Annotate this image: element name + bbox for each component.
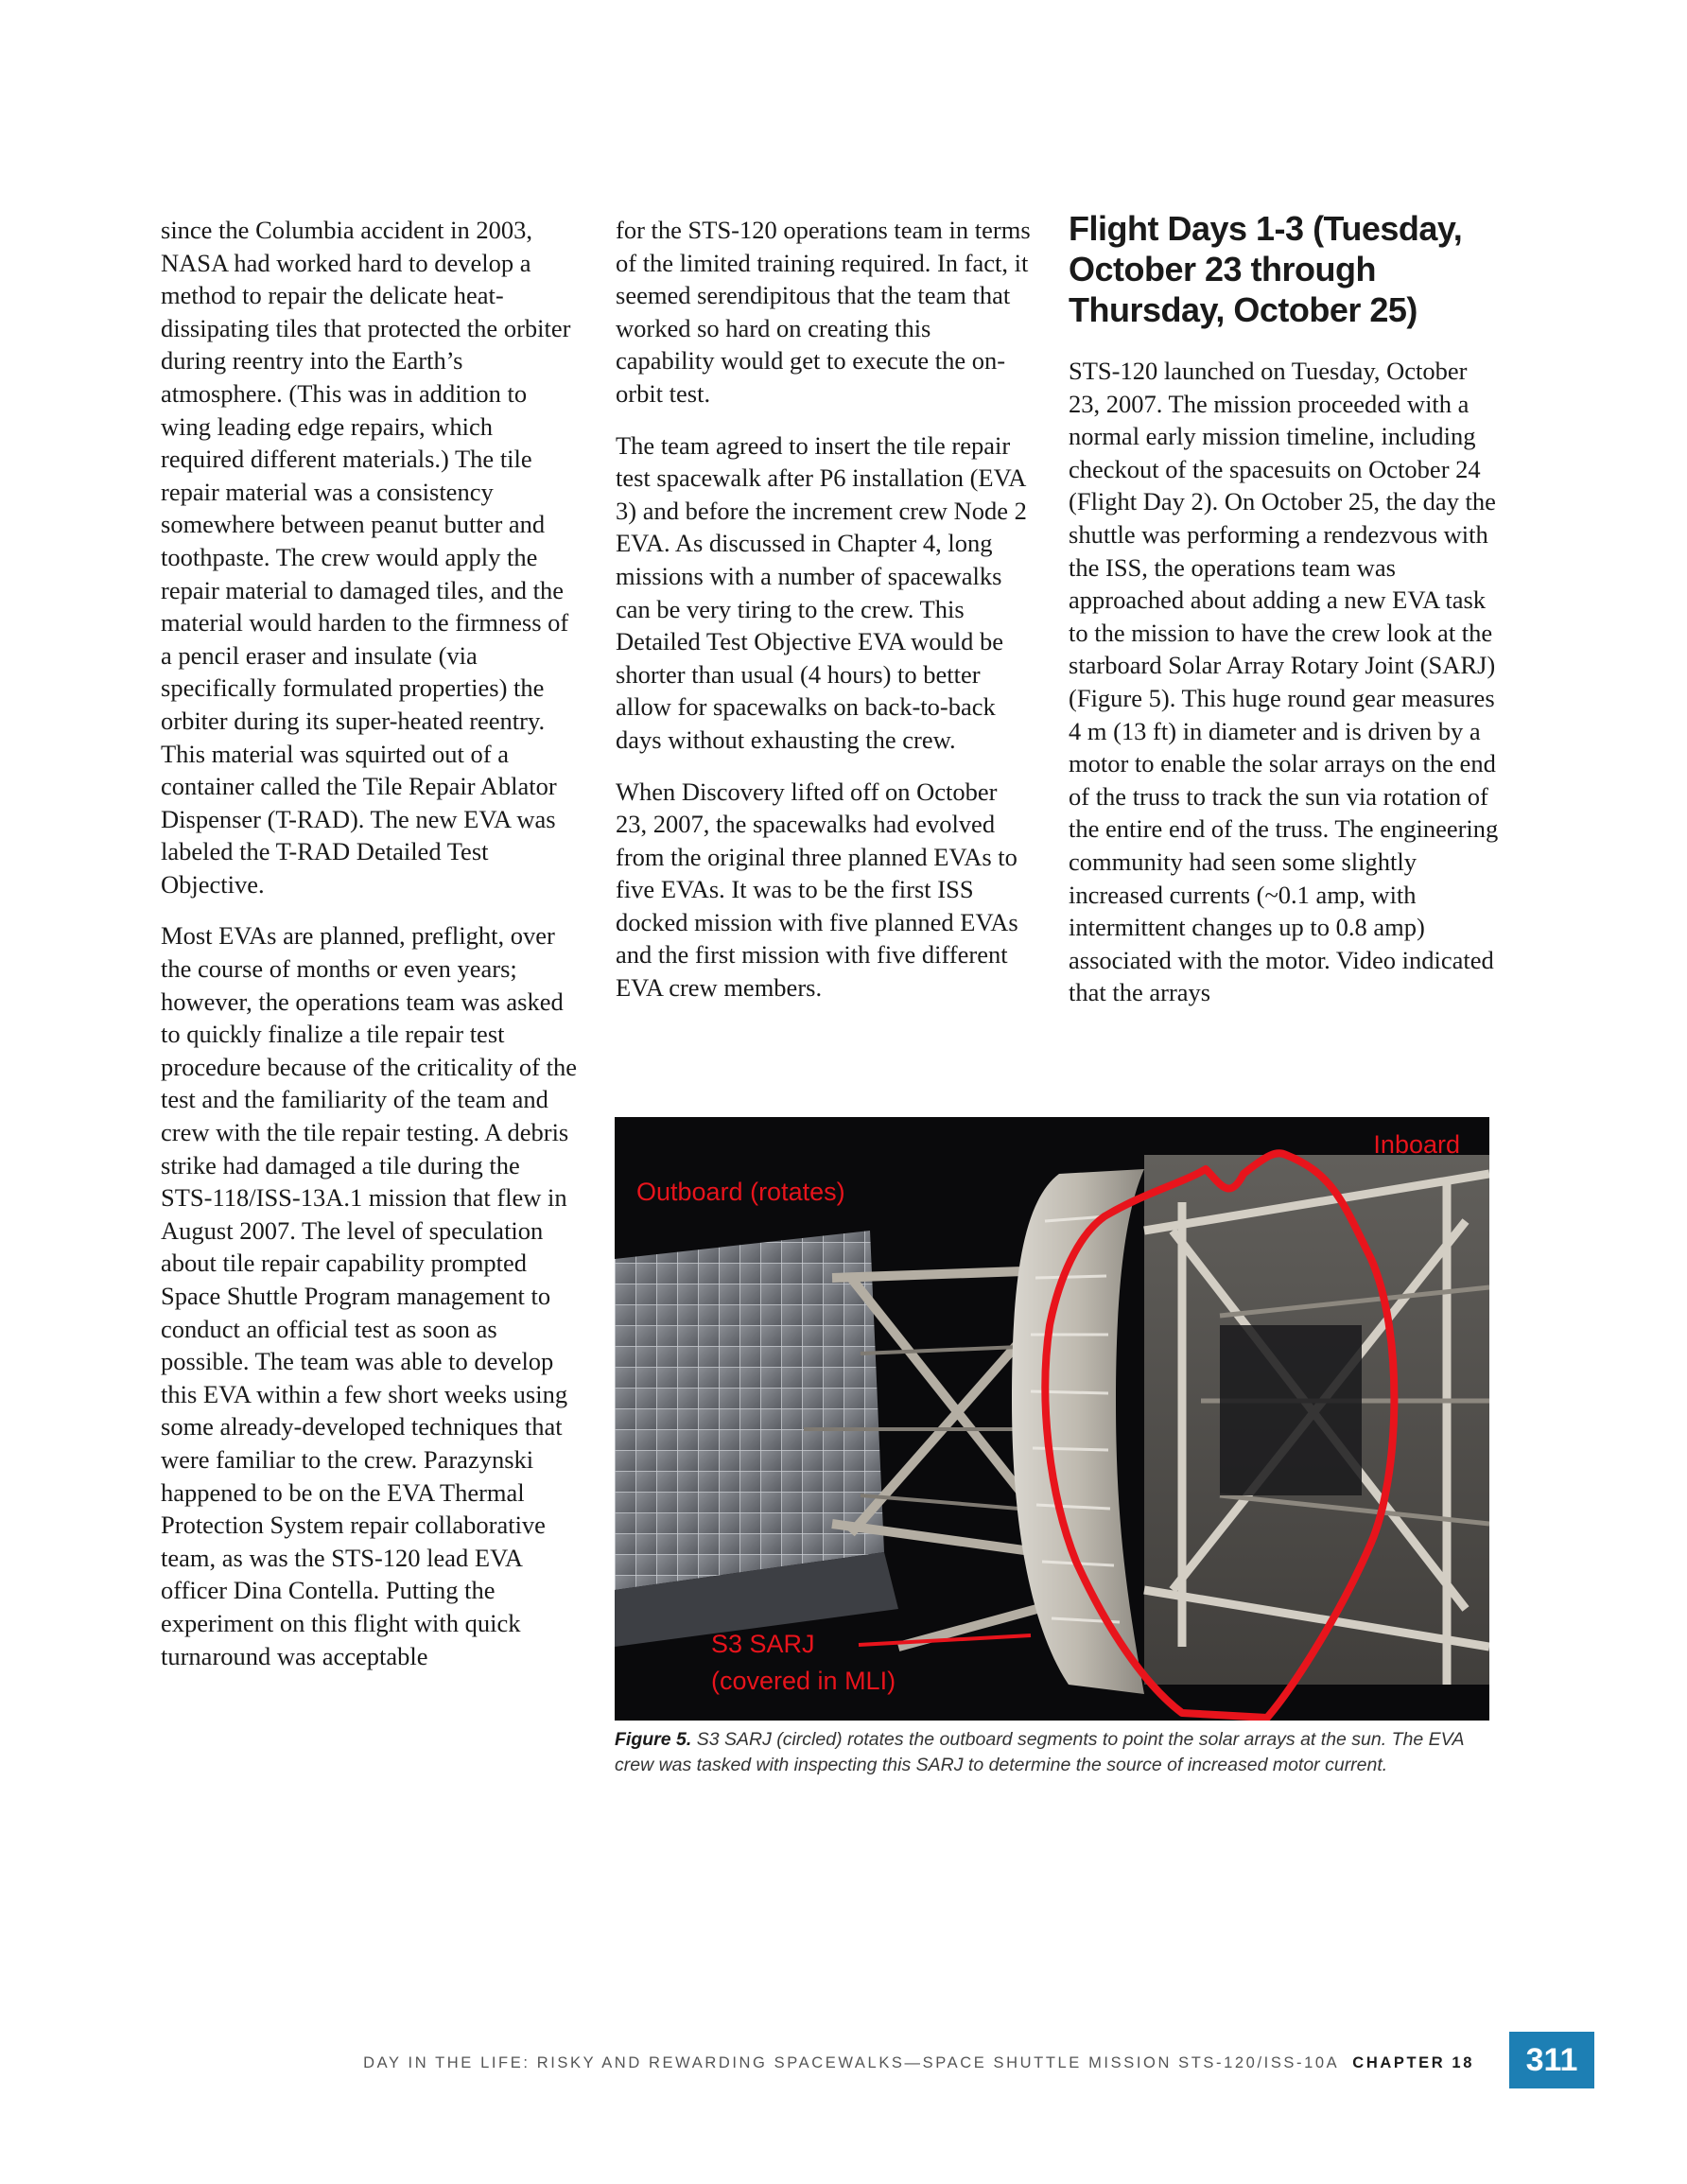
paragraph: STS-120 launched on Tuesday, October 23, 2007. The mission proceeded with a normal early mission timeline, including checkout of the spacesuits on October 24 (Flight Day 2). On October 25, the day the shuttle was performing a rendezvous with the ISS, the operations team was approached about adding a new EVA task to the mission to have the crew look at the starboard Solar Array Rotary Joint (SARJ) (Figure 5). This huge round gear measures 4 m (13 ft) in diameter and is driven by a motor to enable the solar arrays on the end of the truss to track the sun via rotation of the entire end of the truss. The engineering community had seen some slightly increased currents (~0.1 amp, with intermittent changes up to 0.8 amp) associated with the motor. Video indicated that the arrays [1069,357,1499,1007]
chapter-label: CHAPTER 18 [1352,2054,1474,2071]
paragraph: When Discovery lifted off on October 23, 2007, the spacewalks had evolved from the original three planned EVAs to five EVAs. It was to be the first ISS docked mission with five planned EVAs and the first mission with five different EVA crew members. [616,777,1018,1003]
paragraph: Most EVAs are planned, preflight, over the course of months or even years; however, the operations team was asked to quickly finalize a tile repair test procedure because of the criticality of the test and the familiarity of the team and crew with the tile repair testing. A debris strike had damaged a tile during the STS-118/ISS-13A.1 mission that flew in August 2007. The level of speculation about tile repair capability prompted Space Shuttle Program management to conduct an official test as soon as possible. The team was able to develop this EVA within a few short weeks using some already-developed techniques that were familiar to the crew. Parazynski happened to be on the EVA Thermal Protection System repair collaborative team, as was the STS-120 lead EVA officer Dina Contella. Putting the experiment on this flight with quick turnaround was acceptable [161,921,577,1670]
paragraph: for the STS-120 operations team in terms of the limited training required. In fact, it seemed serendipitous that the team that worked so hard on creating this capability would get to execute the on-orbit test. [616,216,1031,408]
figure-label-inboard: Inboard [1373,1130,1460,1159]
figure-caption-text: S3 SARJ (circled) rotates the outboard segments to point the solar arrays at the sun. The EVA crew was tasked with inspecting this SARJ to determine the source of increased motor current. [615,1729,1464,1775]
text-column-1 [161,214,577,1691]
figure-label-outboard: Outboard (rotates) [636,1178,845,1206]
running-footer [363,2054,1474,2072]
figure-caption-label: Figure 5. [615,1729,692,1750]
text-column-3 [1069,209,1504,1028]
figure-caption [615,1727,1485,1778]
figure-label-sarj: S3 SARJ [711,1630,815,1658]
figure-photo-sarj [615,1117,1489,1721]
paragraph: The team agreed to insert the tile repair test spacewalk after P6 installation (EVA 3) and before the increment crew Node 2 EVA. As discussed in Chapter 4, long missions with a number of spacewalks can be very tiring to the crew. This Detailed Test Objective EVA would be shorter than usual (4 hours) to better allow for spacewalks on back-to-back days without exhausting the crew. [616,430,1027,754]
figure-label-sarj-mli: (covered in MLI) [711,1667,896,1695]
section-heading: Flight Days 1-3 (Tuesday, October 23 through Thursday, October 25) [1069,209,1463,329]
solar-panel-image [615,1231,884,1590]
running-title: DAY IN THE LIFE: RISKY AND REWARDING SPACEWALKS—SPACE SHUTTLE MISSION STS-120/ISS-10A [363,2054,1340,2071]
paragraph: since the Columbia accident in 2003, NASA had worked hard to develop a method to repair the delicate heat-dissipating tiles that protected the orbiter during reentry into the Earth’s atmosphere. (This was in addition to wing leading edge repairs, which required different materials.) The tile repair material was a consistency somewhere between peanut butter and toothpaste. The crew would apply the repair material to damaged tiles, and the material would harden to the firmness of a pencil eraser and insulate (via specifically formulated properties) the orbiter during its super-heated reentry. This material was squirted out of a container called the Tile Repair Ablator Dispenser (T-RAD). The new EVA was labeled the T-RAD Detailed Test Objective. [161,216,571,899]
text-column-2 [616,214,1032,1023]
page-number: 311 [1509,2032,1594,2088]
